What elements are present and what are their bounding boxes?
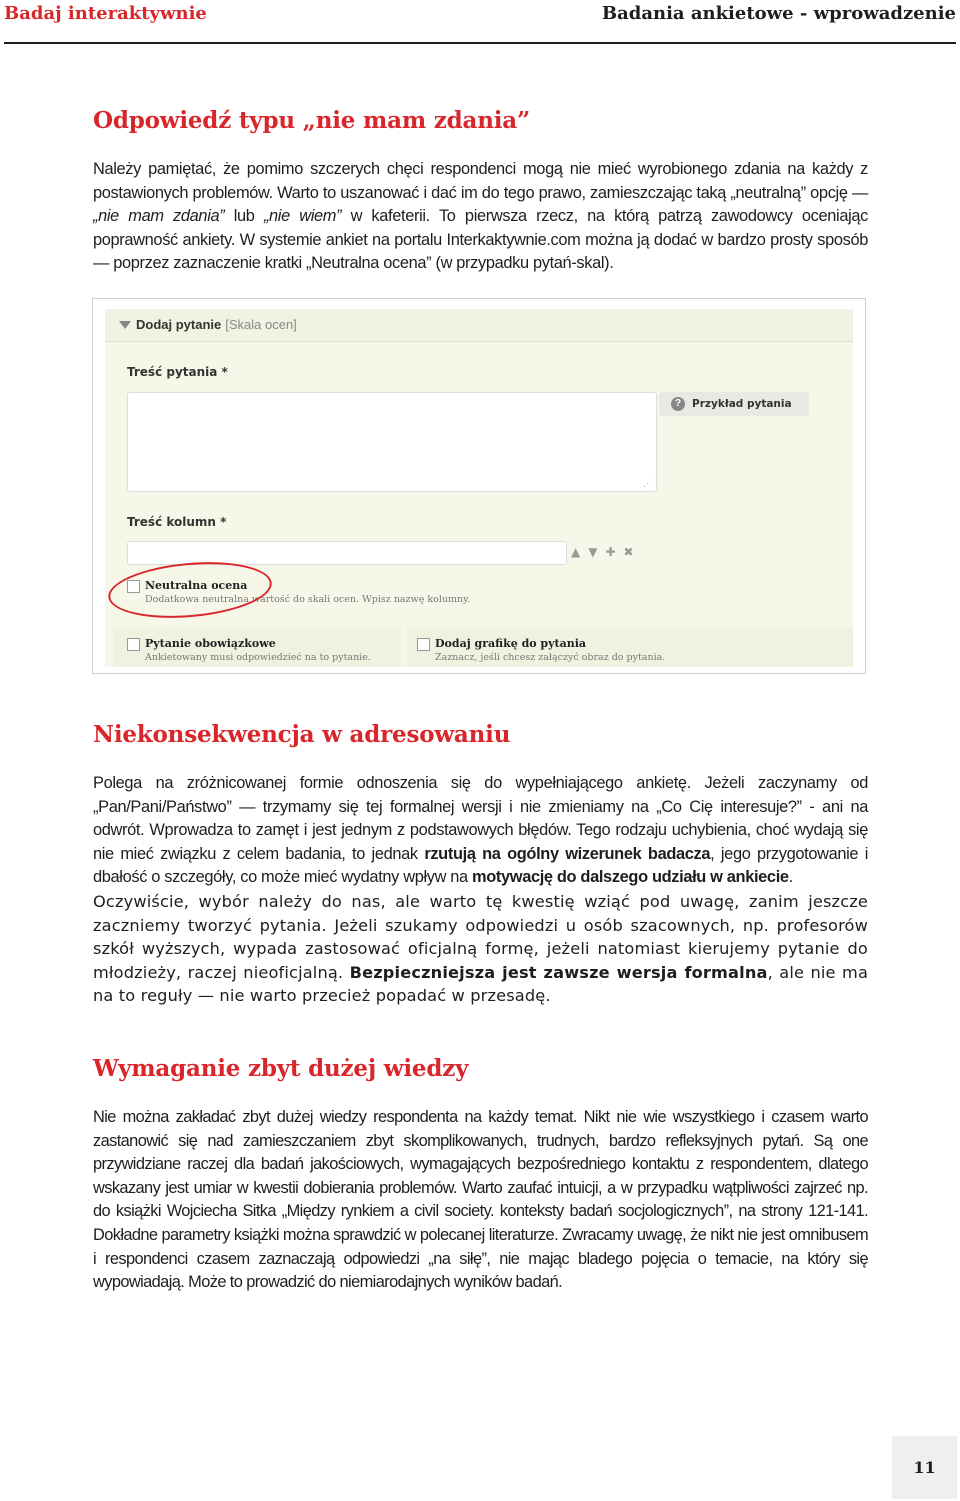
required-question-description: Ankietowany musi odpowiedzieć na to pytanie.: [145, 652, 371, 663]
graphic-option-panel: [407, 627, 853, 667]
section-title: Odpowiedź typu „nie mam zdania”: [93, 107, 531, 134]
required-question-checkbox[interactable]: [127, 638, 140, 651]
resize-grip-icon[interactable]: ⋰: [643, 478, 652, 488]
neutral-rating-title: Neutralna ocena: [145, 579, 248, 592]
move-up-icon[interactable]: ▲: [571, 545, 589, 559]
section-title: Niekonsekwencja w adresowaniu: [93, 721, 511, 748]
example-question-label: Przykład pytania: [692, 398, 792, 410]
columns-text-label: Treść kolumn *: [127, 515, 227, 529]
panel-header[interactable]: [105, 309, 853, 342]
column-input[interactable]: [127, 541, 567, 565]
remove-icon[interactable]: ✖: [623, 545, 642, 559]
move-down-icon[interactable]: ▼: [588, 545, 606, 559]
section-title: Wymaganie zbyt dużej wiedzy: [93, 1055, 469, 1082]
panel-title: Dodaj pytanie: [136, 317, 222, 332]
add-icon[interactable]: ✚: [605, 545, 624, 559]
panel-subtitle: [Skala ocen]: [225, 317, 297, 332]
collapse-triangle-icon[interactable]: [119, 321, 131, 329]
header-divider: [4, 42, 956, 44]
running-header-right: Badania ankietowe - wprowadzenie: [601, 3, 956, 24]
section-paragraph: Nie można zakładać zbyt dużej wiedzy respondenta na każdy temat. Nikt nie wie wszystkiego i czasem warto zastanowić się nad zamieszczaniem zbyt skomplikowanych, trudnych, bardzo refleksyjnych pytań. Są one przywidziane raczej dla badań jakościowych, wymagających bezpośredniego kontaktu z respondentem, dlatego wskazany jest umiar w kwestii dobierania problemów. Warto zaufać intuicji, a w przypadku wątpliwości zajrzeć np. do książki Wojciecha Sitka „Między rynkiem a civil society. konteksty badań socjologicznych”, na strony 121-141. Dokładne parametry książki można sprawdzić w polecanej literaturze. Zwracamy uwagę, że nikt nie jest omnibusem i respondenci czasem zaznaczają odpowiedzi „na siłę”, nie mając bladego pojęcia o temacie, na który się wypowiadają. Może to prowadzić do niemiarodajnych wyników badań.: [93, 1108, 868, 1292]
running-header-left: Badaj interaktywnie: [4, 3, 207, 24]
section-paragraph: Należy pamiętać, że pomimo szczerych chęci respondenci mogą nie mieć wyrobionego zdania na każdy z postawionych problemów. Warto to uszanować i dać im do tego prawo, zamieszczając taką „neutralną” opcję — „nie mam zdania” lub „nie wiem” w kafeterii. To pierwsza rzecz, na którą patrzą zawodowcy oceniając poprawność ankiety. W systemie ankiet na portalu Interkaktywnie.com można ją dodać w bardzo prosty sposób — poprzez zaznaczenie kratki „Neutralna ocena” (w przypadku pytań-skal).: [93, 160, 869, 273]
form-screenshot-figure: [92, 298, 866, 674]
section-neutral-answer: [93, 106, 868, 276]
section-paragraph: Oczywiście, wybór należy do nas, ale warto tę kwestię wziąć pod uwagę, zanim jeszcze zaczniemy tworzyć pytania. Jeżeli szukamy odpowiedzi u osób szacownych, np. profesorów szkół wyższych, wypada zastosować oficjalną formę, jeżeli natomiast kierujemy pytanie do młodzieży, raczej nieoficjalną. Bezpieczniejsza jest zawsze wersja formalna, ale nie ma na to reguły — nie warto przecież popadać w przesadę.: [93, 891, 869, 1006]
column-controls: [571, 545, 642, 559]
add-graphic-description: Zaznacz, jeśli chcesz załączyć obraz do pytania.: [435, 652, 666, 663]
required-option-panel: [113, 627, 401, 667]
required-question-title: Pytanie obowiązkowe: [145, 637, 276, 650]
section-too-much-knowledge: [93, 1054, 868, 1295]
section-inconsistent-addressing: [93, 720, 868, 1008]
page-number: 11: [892, 1436, 957, 1499]
neutral-rating-description: Dodatkowa neutralna wartość do skali ocen. Wpisz nazwę kolumny.: [145, 594, 471, 605]
help-icon: ?: [671, 397, 685, 411]
add-graphic-checkbox[interactable]: [417, 638, 430, 651]
example-question-button[interactable]: [659, 392, 809, 416]
question-text-label: Treść pytania *: [127, 365, 228, 379]
section-paragraph: Polega na zróżnicowanej formie odnoszenia się do wypełniającego ankietę. Jeżeli zaczynamy od „Pan/Pani/Państwo” — trzymamy się tej formalnej wersji i nie zmieniamy na „Co Cię interesuje?” - ani na odwrót. Wprowadza to zamęt i jest jednym z podstawowych błędów. Tego rodzaju uchybienia, choć wydają się nie mieć związku z celem badania, to jednak rzutują na ogólny wizerunek badacza, jego przygotowanie i dbałość o szczegóły, co może mieć wydatny wpływ na motywację do dalszego udziału w ankiecie.: [93, 774, 868, 887]
add-graphic-title: Dodaj grafikę do pytania: [435, 637, 587, 650]
question-textarea[interactable]: [127, 392, 657, 492]
